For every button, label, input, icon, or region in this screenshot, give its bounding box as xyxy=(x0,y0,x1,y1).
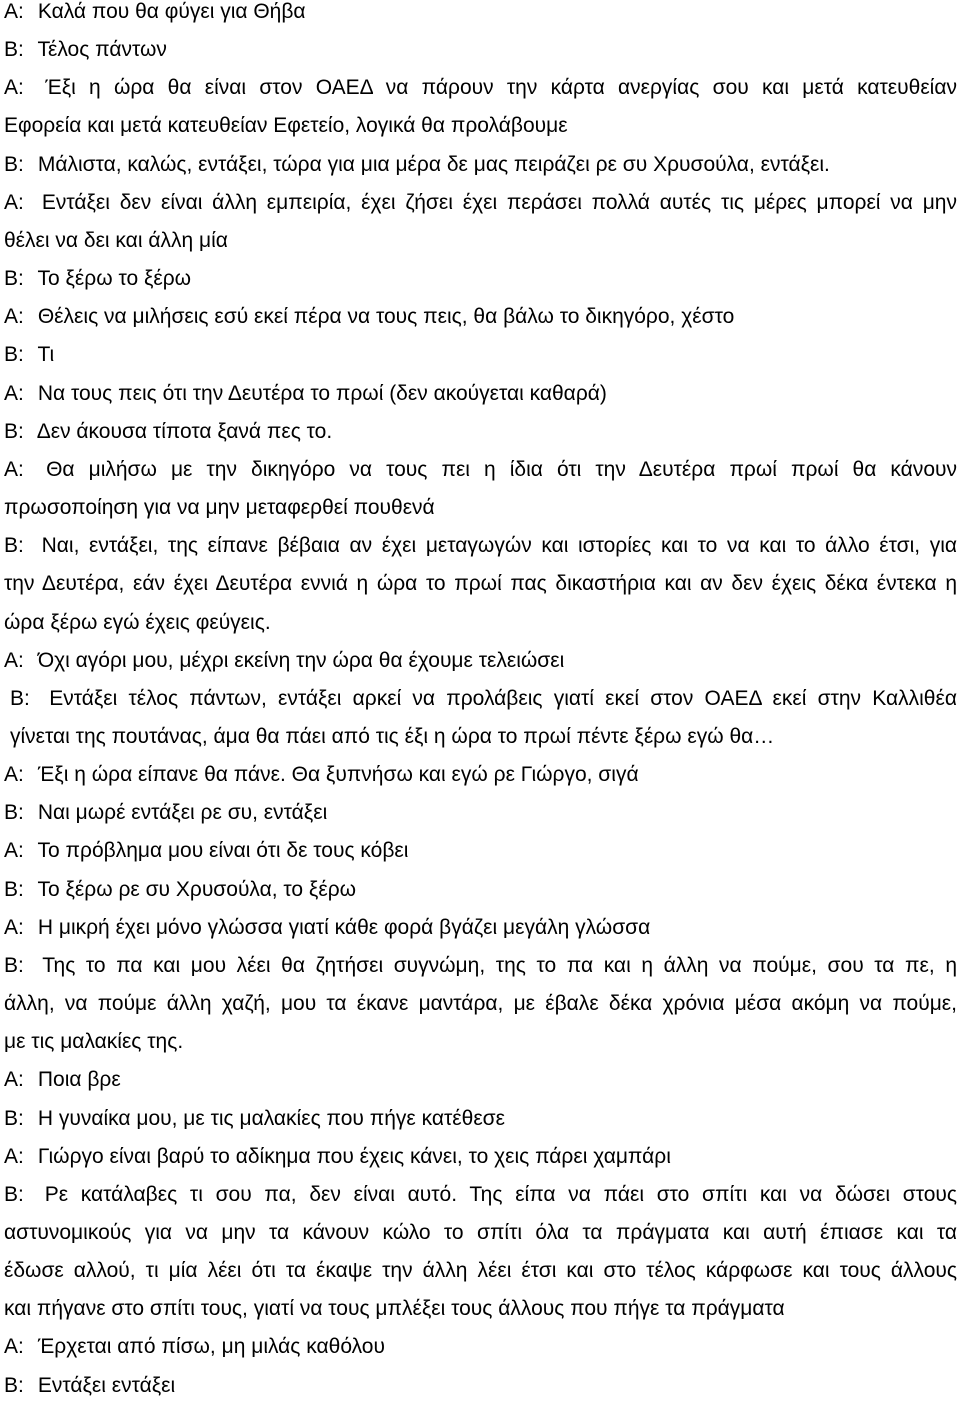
line-text: πρωσοποίηση για να μην μεταφερθεί πουθενά xyxy=(4,496,435,520)
line-text: Ναι, εντάξει, της είπανε βέβαια αν έχει μεταγωγών και ιστορίες και το να και το άλλο έτσι, για xyxy=(41,534,958,558)
speaker-label: Β: xyxy=(4,343,24,367)
transcript-line xyxy=(4,153,957,177)
line-text: Έξι η ώρα θα είναι στον ΟΑΕΔ να πάρουν την κάρτα ανεργίας σου και μετά κατευθείαν xyxy=(45,76,957,100)
speaker-label: Β: xyxy=(4,1373,24,1397)
speaker-label: Β: xyxy=(4,1106,24,1130)
transcript-line xyxy=(4,1183,957,1207)
transcript-line xyxy=(4,916,957,940)
line-text: Ρε κατάλαβες τι σου πα, δεν είναι αυτό. Της είπα να πάει στο σπίτι και να δώσει στους xyxy=(44,1182,957,1206)
line-text: Εντάξει δεν είναι άλλη εμπειρία, έχει ζήσει έχει περάσει πολλά αυτές τις μέρες μπορεί να μην xyxy=(41,190,957,214)
line-text: Καλά που θα φύγει για Θήβα xyxy=(37,0,306,23)
line-text: θέλει να δει και άλλη μία xyxy=(4,228,228,252)
line-text: Της το πα και μου λέει θα ζητήσει συγνώμη, της το πα και η άλλη να πούμε, σου τα πε, η xyxy=(42,953,957,977)
transcript-line xyxy=(4,878,957,902)
speaker-label: Β: xyxy=(4,419,24,443)
line-text: έδωσε αλλού, τι μία λέει ότι τα έκαψε την άλλη λέει έτσι και στο τέλος κάρφωσε και τους άλλους xyxy=(4,1259,957,1283)
transcript-line xyxy=(4,1221,957,1245)
transcript-line xyxy=(4,649,957,673)
transcript-line xyxy=(4,382,957,406)
speaker-label: Β: xyxy=(4,877,24,901)
transcript-line xyxy=(4,687,957,711)
speaker-label: Α: xyxy=(4,457,24,481)
transcript-line xyxy=(4,1297,957,1321)
transcript-line xyxy=(4,1107,957,1131)
line-text: Να τους πεις ότι την Δευτέρα το πρωί (δεν ακούγεται καθαρά) xyxy=(37,381,607,405)
transcript-line xyxy=(4,1068,957,1092)
speaker-label: Α: xyxy=(4,381,24,405)
speaker-label: Α: xyxy=(4,915,24,939)
transcript-line xyxy=(4,763,957,787)
line-text: άλλη, να πούμε άλλη χαζή, μου τα έκανε μαντάρα, με έβαλε δέκα χρόνια μέσα ακόμη να πούμε, xyxy=(4,992,957,1016)
line-text: γίνεται της πουτάνας, άμα θα πάει από τις έξι η ώρα το πρωί πέντε ξέρω εγώ θα… xyxy=(10,724,775,748)
transcript-line xyxy=(4,839,957,863)
transcript-line xyxy=(4,496,957,520)
line-text: και πήγανε στο σπίτι τους, γιατί να τους μπλέξει τους άλλους που πήγε τα πράγματα xyxy=(4,1297,785,1321)
line-text: Όχι αγόρι μου, μέχρι εκείνη την ώρα θα έχουμε τελειώσει xyxy=(37,648,565,672)
line-text: με τις μαλακίες της. xyxy=(4,1030,184,1054)
speaker-label: Α: xyxy=(4,305,24,329)
transcript-line xyxy=(4,0,957,24)
speaker-label: Α: xyxy=(4,0,24,23)
speaker-label: Β: xyxy=(4,953,24,977)
line-text: Μάλιστα, καλώς, εντάξει, τώρα για μια μέρα δε μας πειράζει ρε συ Χρυσούλα, εντάξει. xyxy=(37,152,830,176)
speaker-label: Β: xyxy=(4,267,24,291)
transcript-line xyxy=(4,76,957,100)
line-text: Τι xyxy=(37,343,55,367)
line-text: Θέλεις να μιλήσεις εσύ εκεί πέρα να τους πεις, θα βάλω το δικηγόρο, χέστο xyxy=(37,305,735,329)
line-text: Το ξέρω ρε συ Χρυσούλα, το ξέρω xyxy=(37,877,357,901)
line-text: αστυνομικούς για να μην τα κάνουν κώλο το σπίτι όλα τα πράγματα και αυτή έπιασε και τα xyxy=(4,1221,957,1244)
line-text: Τέλος πάντων xyxy=(37,38,167,62)
transcript-line xyxy=(4,305,957,329)
speaker-label: Α: xyxy=(4,1335,24,1359)
transcript-line xyxy=(4,534,957,558)
line-text: Εντάξει εντάξει xyxy=(37,1373,176,1397)
line-text: Έξι η ώρα είπανε θα πάνε. Θα ξυπνήσω και εγώ ρε Γιώργο, σιγά xyxy=(37,763,639,787)
speaker-label: Β: xyxy=(4,152,24,176)
transcript-line xyxy=(4,611,957,635)
speaker-label: Α: xyxy=(4,190,24,214)
line-text: ώρα ξέρω εγώ έχεις φεύγεις. xyxy=(4,610,271,634)
transcript-line xyxy=(4,1030,957,1054)
speaker-label: Β: xyxy=(4,1182,24,1206)
line-text: Το πρόβλημα μου είναι ότι δε τους κόβει xyxy=(37,839,409,863)
line-text: Εφορεία και μετά κατευθείαν Εφετείο, λογικά θα προλάβουμε xyxy=(4,114,568,138)
line-text: Η γυναίκα μου, με τις μαλακίες που πήγε κατέθεσε xyxy=(37,1106,506,1130)
transcript-line xyxy=(4,420,957,444)
transcript-line xyxy=(4,954,957,978)
line-text: Το ξέρω το ξέρω xyxy=(37,267,192,291)
transcript-line xyxy=(4,458,957,482)
line-text: Ποια βρε xyxy=(37,1068,121,1092)
speaker-label: Β: xyxy=(4,801,24,825)
transcript-line xyxy=(4,1335,957,1359)
speaker-label: Α: xyxy=(4,1144,24,1168)
speaker-label: Α: xyxy=(4,648,24,672)
speaker-label: Α: xyxy=(4,839,24,863)
transcript-line xyxy=(4,1259,957,1283)
transcript xyxy=(4,0,957,1398)
line-text: Έρχεται από πίσω, μη μιλάς καθόλου xyxy=(37,1335,385,1359)
transcript-line xyxy=(4,191,957,215)
speaker-label: Α: xyxy=(4,76,24,100)
transcript-line xyxy=(4,229,957,253)
transcript-line xyxy=(4,572,957,596)
speaker-label: Β: xyxy=(10,686,30,710)
line-text: Γιώργο είναι βαρύ το αδίκημα που έχεις κάνει, το χεις πάρει χαμπάρι xyxy=(37,1144,671,1168)
transcript-line xyxy=(4,801,957,825)
transcript-line xyxy=(4,38,957,62)
transcript-line xyxy=(4,1145,957,1169)
transcript-line xyxy=(4,725,957,749)
speaker-label: Α: xyxy=(4,1068,24,1092)
transcript-line xyxy=(4,267,957,291)
speaker-label: Β: xyxy=(4,38,24,62)
line-text: Θα μιλήσω με την δικηγόρο να τους πει η ίδια ότι την Δευτέρα πρωί πρωί θα κάνουν xyxy=(46,457,957,481)
transcript-line xyxy=(4,1374,957,1398)
speaker-label: Β: xyxy=(4,534,24,558)
line-text: Δεν άκουσα τίποτα ξανά πες το. xyxy=(36,419,333,443)
transcript-line xyxy=(4,114,957,138)
line-text: Ναι μωρέ εντάξει ρε συ, εντάξει xyxy=(37,801,328,825)
transcript-line xyxy=(4,343,957,367)
line-text: Η μικρή έχει μόνο γλώσσα γιατί κάθε φορά βγάζει μεγάλη γλώσσα xyxy=(37,915,651,939)
transcript-line xyxy=(4,992,957,1016)
line-text: Εντάξει τέλος πάντων, εντάξει αρκεί να προλάβεις γιατί εκεί στον ΟΑΕΔ εκεί στην Καλλιθέα xyxy=(49,686,957,710)
speaker-label: Α: xyxy=(4,763,24,787)
line-text: την Δευτέρα, εάν έχει Δευτέρα εννιά η ώρα το πρωί πας δικαστήρια και αν δεν έχεις δέκα έντεκα η xyxy=(4,572,957,596)
